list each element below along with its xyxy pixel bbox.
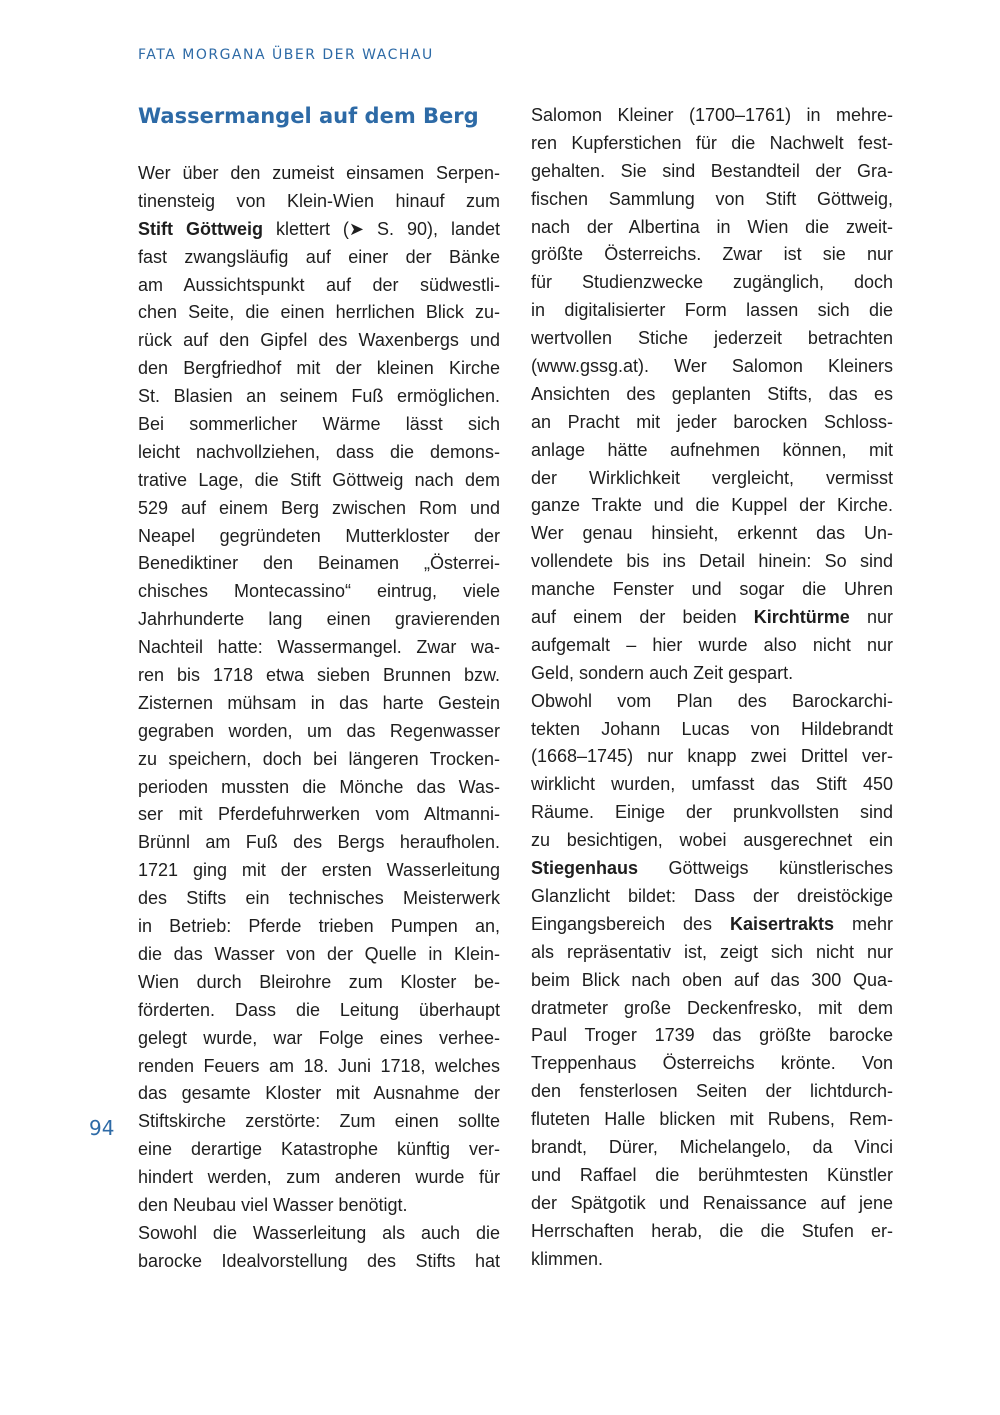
text-run: gelegt wurde, war Folge eines verhee-	[138, 1027, 500, 1048]
text-line	[531, 1218, 893, 1246]
text-line	[138, 1136, 500, 1164]
text-run: für Studienzwecke zugänglich, doch	[531, 272, 893, 293]
text-run: den Neubau viel Wasser benötigt.	[138, 1194, 408, 1215]
text-run: chisches Montecassino“ eintrug, viele	[138, 581, 500, 602]
text-line	[531, 1078, 893, 1106]
text-line	[138, 439, 500, 467]
text-line	[138, 801, 500, 829]
text-run: dratmeter große Deckenfresko, mit dem	[531, 997, 893, 1018]
text-line	[138, 662, 500, 690]
text-run: mehr	[834, 913, 893, 934]
text-line	[138, 272, 500, 300]
text-line	[531, 632, 893, 660]
text-line	[138, 1192, 500, 1220]
text-line	[531, 995, 893, 1023]
text-run: trative Lage, die Stift Göttweig nach dem	[138, 469, 500, 490]
text-run: hindert werden, zum anderen wurde für	[138, 1167, 500, 1188]
text-run: Brünnl am Fuß des Bergs heraufholen.	[138, 832, 500, 853]
bold-term: Stiegenhaus	[531, 858, 639, 879]
text-run: Räume. Einige der prunkvollsten sind	[531, 802, 893, 823]
text-line	[138, 355, 500, 383]
text-line	[138, 1053, 500, 1081]
text-run: Göttweigs künstlerisches	[638, 858, 893, 879]
text-run: rück auf den Gipfel des Waxenbergs und	[138, 330, 500, 351]
text-run: Paul Troger 1739 das größte barocke	[531, 1025, 893, 1046]
text-line	[138, 299, 500, 327]
text-line	[531, 409, 893, 437]
text-run: Eingangsbereich des	[531, 913, 730, 934]
text-run: gegraben worden, um das Regenwasser	[138, 720, 500, 741]
text-line	[531, 855, 893, 883]
text-line	[531, 353, 893, 381]
text-run: renden Feuers am 18. Juni 1718, welches	[138, 1055, 500, 1076]
text-run: förderten. Dass die Leitung überhaupt	[138, 999, 500, 1020]
running-head: FATA MORGANA ÜBER DER WACHAU	[138, 47, 434, 63]
page-number: 94	[89, 1116, 115, 1140]
text-run: St. Blasien an seinem Fuß ermöglichen.	[138, 386, 500, 407]
text-line	[138, 1025, 500, 1053]
text-line	[138, 913, 500, 941]
text-run: ren bis 1718 etwa sieben Brunnen bzw.	[138, 665, 500, 686]
text-run: Obwohl vom Plan des Barockarchi-	[531, 690, 893, 711]
text-line	[531, 1162, 893, 1190]
text-line	[531, 520, 893, 548]
text-run: auf einem der beiden	[531, 607, 754, 628]
text-run: fischen Sammlung von Stift Göttweig,	[531, 188, 893, 209]
text-run: das gesamte Kloster mit Ausnahme der	[138, 1083, 500, 1104]
text-run: Stiftskirche zerstörte: Zum einen sollte	[138, 1111, 500, 1132]
text-run: die das Wasser von der Quelle in Klein-	[138, 943, 500, 964]
text-line	[531, 883, 893, 911]
text-run: chen Seite, die einen herrlichen Blick zu-	[138, 302, 500, 323]
text-run: des Stifts ein technisches Meisterwerk	[138, 888, 500, 909]
text-run: Nachteil hatte: Wassermangel. Zwar wa-	[138, 637, 500, 658]
text-line	[138, 774, 500, 802]
left-column-body	[138, 160, 500, 1276]
text-run: manche Fenster und sogar die Uhren	[531, 579, 893, 600]
text-line	[531, 269, 893, 297]
text-line	[138, 1164, 500, 1192]
text-line	[531, 967, 893, 995]
text-run: zu speichern, doch bei längeren Trocken-	[138, 748, 500, 769]
text-line	[138, 857, 500, 885]
text-line	[138, 188, 500, 216]
text-line	[138, 1108, 500, 1136]
text-line	[531, 465, 893, 493]
text-line	[531, 1050, 893, 1078]
text-run: klettert (➤ S. 90), landet	[262, 218, 500, 239]
text-run: eine derartige Katastrophe künftig ver-	[138, 1139, 500, 1160]
text-line	[138, 829, 500, 857]
text-line	[138, 411, 500, 439]
text-line	[531, 1106, 893, 1134]
text-line	[531, 1190, 893, 1218]
text-run: Zisternen mühsam in das harte Gestein	[138, 692, 500, 713]
text-line	[531, 1134, 893, 1162]
text-run: zu besichtigen, wobei ausgerechnet ein	[531, 830, 893, 851]
text-line	[138, 718, 500, 746]
text-run: 529 auf einem Berg zwischen Rom und	[138, 497, 500, 518]
text-run: Wer über den zumeist einsamen Serpen-	[138, 163, 500, 183]
text-run: größte Österreichs. Zwar ist sie nur	[531, 244, 893, 265]
text-line	[138, 327, 500, 355]
text-run: den fensterlosen Seiten der lichtdurch-	[531, 1081, 893, 1102]
text-line	[138, 550, 500, 578]
bold-term: Kaisertrakts	[729, 913, 835, 934]
text-run: leicht nachvollziehen, dass die demons-	[138, 441, 500, 462]
text-line	[531, 214, 893, 242]
text-run: nur	[849, 607, 893, 628]
text-run: vollendete bis ins Detail hinein: So sind	[531, 551, 893, 572]
text-run: gehalten. Sie sind Bestandteil der Gra-	[531, 160, 893, 181]
text-run: in Betrieb: Pferde trieben Pumpen an,	[138, 916, 500, 937]
text-run: Geld, sondern auch Zeit gespart.	[531, 662, 794, 683]
text-line	[138, 578, 500, 606]
text-run: wirklicht wurden, umfasst das Stift 450	[531, 774, 893, 795]
text-run: Jahrhunderte lang einen gravierenden	[138, 609, 500, 630]
text-run: fluteten Halle blicken mit Rubens, Rem-	[531, 1109, 893, 1130]
text-line	[138, 1220, 500, 1248]
text-run: Wien durch Bleirohre zum Kloster be-	[138, 971, 500, 992]
text-run: in digitalisierter Form lassen sich die	[531, 300, 893, 321]
text-line	[138, 467, 500, 495]
bold-term: Stift Göttweig	[138, 218, 263, 239]
text-line	[138, 160, 500, 188]
text-run: (1668–1745) nur knapp zwei Drittel ver-	[531, 746, 893, 767]
left-column	[138, 102, 500, 1276]
text-line	[138, 244, 500, 272]
text-run: ser mit Pferdefuhrwerken vom Altmanni-	[138, 804, 500, 825]
text-run: ren Kupferstichen für die Nachwelt fest-	[531, 132, 893, 153]
text-run: aufgemalt – hier wurde also nicht nur	[531, 634, 893, 655]
text-line	[138, 1248, 500, 1276]
text-run: Bei sommerlicher Wärme lässt sich	[138, 414, 500, 435]
text-line	[138, 885, 500, 913]
text-line	[531, 743, 893, 771]
text-line	[531, 771, 893, 799]
text-run: klimmen.	[531, 1248, 604, 1269]
text-line	[138, 495, 500, 523]
text-run: am Aussichtspunkt auf der südwestli-	[138, 274, 500, 295]
text-run: Glanzlicht bildet: Dass der dreistöckige	[531, 885, 893, 906]
text-line	[138, 969, 500, 997]
text-line	[531, 688, 893, 716]
text-run: Benediktiner den Beinamen „Österrei-	[138, 553, 500, 574]
text-line	[138, 523, 500, 551]
text-line	[531, 576, 893, 604]
text-run: Treppenhaus Österreichs krönte. Von	[531, 1053, 893, 1074]
text-line	[138, 997, 500, 1025]
text-line	[531, 939, 893, 967]
text-line	[531, 1022, 893, 1050]
text-run: der Spätgotik und Renaissance auf jene	[531, 1192, 893, 1213]
text-run: beim Blick nach oben auf das 300 Qua-	[531, 969, 893, 990]
text-line	[531, 1246, 893, 1274]
section-heading: Wassermangel auf dem Berg	[138, 104, 479, 128]
text-run: der Wirklichkeit vergleicht, vermisst	[531, 467, 893, 488]
text-run: tinensteig von Klein-Wien hinauf zum	[138, 190, 500, 211]
text-line	[531, 297, 893, 325]
text-line	[531, 799, 893, 827]
text-line	[138, 216, 500, 244]
right-column-body	[531, 102, 893, 1273]
text-run: nach der Albertina in Wien die zweit-	[531, 216, 893, 237]
text-run: Neapel gegründeten Mutterkloster der	[138, 525, 500, 546]
text-line	[138, 383, 500, 411]
text-run: anlage hätte aufnehmen können, mit	[531, 439, 893, 460]
text-line	[138, 1080, 500, 1108]
text-run: und Raffael die berühmtesten Künstler	[531, 1164, 893, 1185]
text-run: fast zwangsläufig auf einer der Bänke	[138, 246, 500, 267]
text-run: Sowohl die Wasserleitung als auch die	[138, 1222, 500, 1243]
text-line	[531, 660, 893, 688]
bold-term: Kirchtürme	[753, 607, 850, 628]
text-run: (www.gssg.at). Wer Salomon Kleiners	[531, 356, 893, 377]
text-run: Wer genau hinsieht, erkennt das Un-	[531, 523, 893, 544]
text-run: ganze Trakte und die Kuppel der Kirche.	[531, 495, 893, 516]
text-run: Salomon Kleiner (1700–1761) in mehre-	[531, 105, 893, 125]
text-run: tekten Johann Lucas von Hildebrandt	[531, 718, 893, 739]
text-run: brandt, Dürer, Michelangelo, da Vinci	[531, 1136, 893, 1157]
text-line	[138, 690, 500, 718]
text-line	[531, 604, 893, 632]
text-line	[531, 241, 893, 269]
text-run: Herrschaften herab, die die Stufen er-	[531, 1220, 893, 1241]
text-run: perioden mussten die Mönche das Was-	[138, 776, 500, 797]
text-line	[138, 941, 500, 969]
text-run: den Bergfriedhof mit der kleinen Kirche	[138, 358, 500, 379]
text-line	[531, 325, 893, 353]
text-line	[138, 634, 500, 662]
text-line	[531, 911, 893, 939]
text-line	[531, 548, 893, 576]
text-line	[138, 746, 500, 774]
text-line	[531, 130, 893, 158]
text-line	[531, 381, 893, 409]
text-line	[531, 492, 893, 520]
text-run: barocke Idealvorstellung des Stifts hat	[138, 1250, 500, 1271]
text-run: als repräsentativ ist, zeigt sich nicht nur	[531, 941, 893, 962]
text-run: 1721 ging mit der ersten Wasserleitung	[138, 860, 500, 881]
text-line	[531, 158, 893, 186]
text-line	[531, 827, 893, 855]
right-column	[531, 102, 893, 1273]
text-line	[531, 437, 893, 465]
text-run: an Pracht mit jeder barocken Schloss-	[531, 411, 893, 432]
text-run: Ansichten des geplanten Stifts, das es	[531, 383, 893, 404]
text-line	[531, 716, 893, 744]
text-line	[531, 102, 893, 130]
text-line	[138, 606, 500, 634]
text-run: wertvollen Stiche jederzeit betrachten	[531, 328, 893, 349]
text-line	[531, 186, 893, 214]
